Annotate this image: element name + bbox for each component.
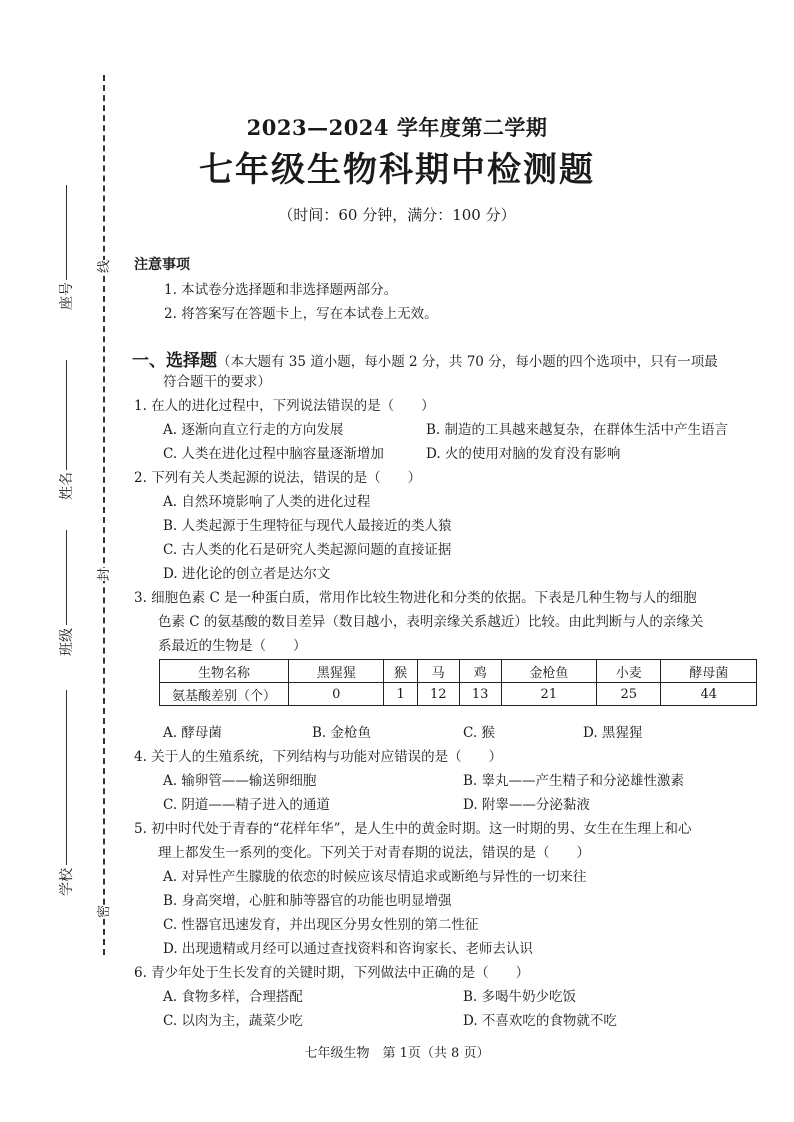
exam-info: （时间：60 分钟，满分：100 分） xyxy=(278,206,516,224)
table-cell: 酵母菌 xyxy=(661,660,757,683)
table-cell: 0 xyxy=(289,683,384,706)
notice-item: 2. 将答案写在答题卡上，写在本试卷上无效。 xyxy=(164,306,438,322)
section-heading xyxy=(132,346,718,371)
option-d: D. 出现遗精或月经可以通过查找资料和咨询家长、老师去认识 xyxy=(163,941,533,957)
question-stem-cont: 系最近的生物是（ ） xyxy=(158,638,307,654)
table-cell: 44 xyxy=(661,683,757,706)
table-cell: 猴 xyxy=(384,660,417,683)
page-footer: 七年级生物 第 1页（共 8 页） xyxy=(304,1046,490,1061)
option-d: D. 进化论的创立者是达尔文 xyxy=(163,566,331,582)
school-label: 学校 xyxy=(59,868,75,896)
notice-item: 1. 本试卷分选择题和非选择题两部分。 xyxy=(164,282,398,298)
cytochrome-table xyxy=(159,659,757,706)
option-d: D. 火的使用对脑的发育没有影响 xyxy=(426,446,621,462)
section-title: 一、选择题 xyxy=(132,351,217,371)
table-cell: 氨基酸差别（个） xyxy=(160,683,289,706)
table-cell: 黑猩猩 xyxy=(289,660,384,683)
table-cell: 生物名称 xyxy=(160,660,289,683)
option-c: C. 古人类的化石是研究人类起源问题的直接证据 xyxy=(163,542,452,558)
term-heading: 2023—2024 学年度第二学期 xyxy=(246,115,548,140)
option-b: B. 制造的工具越来越复杂，在群体生活中产生语言 xyxy=(426,422,729,438)
table-cell: 25 xyxy=(597,683,661,706)
table-cell: 小麦 xyxy=(597,660,661,683)
question-stem: 2. 下列有关人类起源的说法，错误的是（ ） xyxy=(134,470,422,486)
table-cell: 13 xyxy=(459,683,501,706)
binding-word-seal: 封 xyxy=(91,568,114,581)
option-b: B. 多喝牛奶少吃饭 xyxy=(463,989,577,1005)
option-b: B. 人类起源于生理特征与现代人最接近的类人猿 xyxy=(163,518,452,534)
name-label: 姓名 xyxy=(59,472,75,500)
question-stem: 4. 关于人的生殖系统，下列结构与功能对应错误的是（ ） xyxy=(134,749,503,765)
notice-heading: 注意事项 xyxy=(134,257,190,273)
option-c: C. 人类在进化过程中脑容量逐渐增加 xyxy=(163,446,384,462)
option-d: D. 黑猩猩 xyxy=(583,725,643,741)
option-c: C. 以肉为主，蔬菜少吃 xyxy=(163,1013,303,1029)
question-stem: 6. 青少年处于生长发育的关键时期，下列做法中正确的是（ ） xyxy=(134,965,530,981)
option-c: C. 阴道——精子进入的通道 xyxy=(163,797,330,813)
table-cell: 金枪鱼 xyxy=(501,660,596,683)
table-cell: 1 xyxy=(384,683,417,706)
question-stem: 3. 细胞色素 C 是一种蛋白质，常用作比较生物进化和分类的依据。下表是几种生物与人的细胞 xyxy=(134,590,697,606)
option-c: C. 猴 xyxy=(463,725,495,741)
option-b: B. 金枪鱼 xyxy=(312,725,372,741)
table-header-row xyxy=(160,660,757,683)
section-desc-cont: 符合题干的要求） xyxy=(163,374,271,390)
option-a: A. 酵母菌 xyxy=(163,725,222,741)
option-d: D. 附睾——分泌黏液 xyxy=(463,797,590,813)
table-cell: 12 xyxy=(417,683,459,706)
option-a: A. 输卵管——输送卵细胞 xyxy=(163,773,317,789)
seat-number-label: 座号 xyxy=(59,282,75,310)
option-b: B. 身高突增，心脏和肺等器官的功能也明显增强 xyxy=(163,893,452,909)
binding-word-line: 线 xyxy=(91,260,114,273)
option-a: A. 食物多样，合理搭配 xyxy=(163,989,303,1005)
table-cell: 鸡 xyxy=(459,660,501,683)
option-a: A. 对异性产生朦胧的依恋的时候应该尽情追求或断绝与异性的一切来往 xyxy=(163,869,587,885)
name-line xyxy=(66,360,67,470)
class-label: 班级 xyxy=(59,628,75,656)
option-b: B. 睾丸——产生精子和分泌雄性激素 xyxy=(463,773,685,789)
question-stem: 1. 在人的进化过程中，下列说法错误的是（ ） xyxy=(134,398,435,414)
question-stem: 5. 初中时代处于青春的“花样年华”，是人生中的黄金时期。这一时期的男、女生在生理上和心 xyxy=(134,821,692,837)
exam-title: 七年级生物科期中检测题 xyxy=(199,150,595,190)
option-a: A. 自然环境影响了人类的进化过程 xyxy=(163,494,371,510)
seat-number-line xyxy=(66,185,67,280)
table-row xyxy=(160,683,757,706)
question-stem-cont: 理上都发生一系列的变化。下列关于对青春期的说法，错误的是（ ） xyxy=(158,845,590,861)
class-line xyxy=(66,530,67,625)
option-a: A. 逐渐向直立行走的方向发展 xyxy=(163,422,344,438)
question-stem-cont: 色素 C 的氨基酸的数目差异（数目越小，表明亲缘关系越近）比较。由此判断与人的亲缘关 xyxy=(158,614,704,630)
table-cell: 21 xyxy=(501,683,596,706)
section-desc: （本大题有 35 道小题，每小题 2 分，共 70 分，每小题的四个选项中，只有一项最 xyxy=(217,354,718,370)
school-line xyxy=(66,690,67,865)
option-d: D. 不喜欢吃的食物就不吃 xyxy=(463,1013,617,1029)
table-cell: 马 xyxy=(417,660,459,683)
binding-word-secret: 密 xyxy=(91,905,114,918)
option-c: C. 性器官迅速发育，并出现区分男女性别的第二性征 xyxy=(163,917,479,933)
